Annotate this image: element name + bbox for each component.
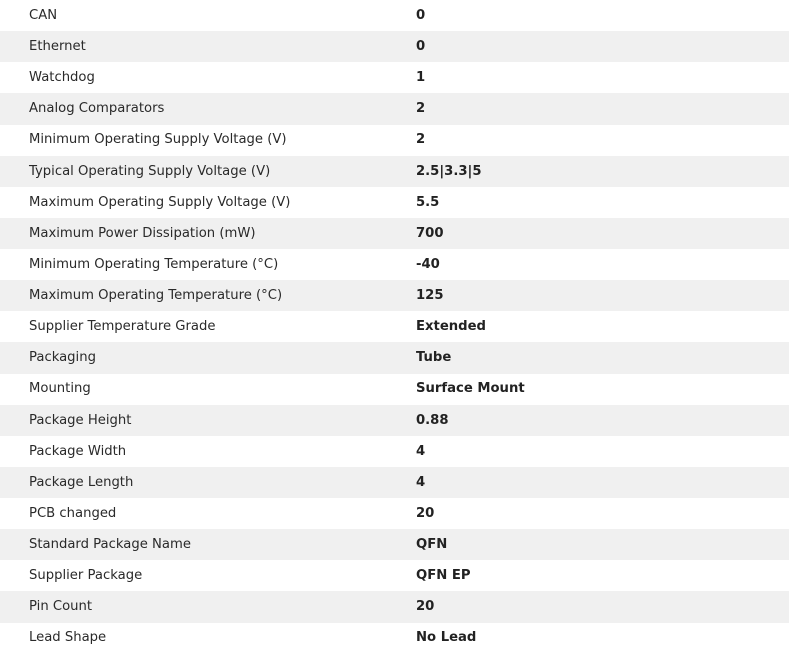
table-row	[0, 187, 789, 218]
spec-label: Lead Shape	[29, 630, 107, 646]
spec-label: Supplier Temperature Grade	[29, 319, 216, 335]
spec-label: Watchdog	[29, 70, 95, 86]
spec-label: Package Length	[0, 467, 416, 498]
spec-label: Analog Comparators	[0, 93, 416, 124]
table-row	[0, 342, 789, 373]
spec-label: Package Height	[0, 405, 416, 436]
spec-value: QFN	[416, 529, 789, 560]
table-row	[0, 436, 789, 467]
spec-value: 20	[416, 591, 789, 622]
table-row	[0, 125, 789, 156]
table-row	[0, 156, 789, 187]
spec-value: 5.5	[416, 194, 440, 210]
spec-value: 4	[416, 443, 426, 459]
spec-label: Package Width	[29, 443, 127, 459]
spec-value: 20	[416, 505, 435, 521]
table-row	[0, 467, 789, 498]
table-row	[0, 311, 789, 342]
spec-value: No Lead	[416, 630, 477, 646]
table-row	[0, 498, 789, 529]
table-row	[0, 249, 789, 280]
spec-label: Maximum Operating Supply Voltage (V)	[29, 194, 291, 210]
table-row	[0, 560, 789, 591]
spec-label: CAN	[29, 7, 58, 23]
table-row	[0, 31, 789, 62]
table-row	[0, 591, 789, 622]
table-row	[0, 280, 789, 311]
spec-value: 125	[416, 280, 789, 311]
table-row	[0, 0, 789, 31]
spec-value: QFN EP	[416, 568, 471, 584]
table-row	[0, 93, 789, 124]
spec-value: 0	[416, 7, 426, 23]
spec-label: Ethernet	[0, 31, 416, 62]
spec-label: Maximum Power Dissipation (mW)	[0, 218, 416, 249]
spec-label: Packaging	[0, 342, 416, 373]
spec-value: -40	[416, 256, 440, 272]
table-row	[0, 218, 789, 249]
spec-value: 1	[416, 70, 426, 86]
spec-label: PCB changed	[29, 505, 117, 521]
spec-value: 2	[416, 132, 426, 148]
spec-value: Extended	[416, 319, 486, 335]
spec-label: Standard Package Name	[0, 529, 416, 560]
spec-label: Minimum Operating Temperature (°C)	[29, 256, 279, 272]
spec-value: 2.5|3.3|5	[416, 156, 789, 187]
spec-label: Pin Count	[0, 591, 416, 622]
table-row	[0, 529, 789, 560]
spec-label: Mounting	[29, 381, 91, 397]
spec-value: 0.88	[416, 405, 789, 436]
spec-label: Supplier Package	[29, 568, 143, 584]
spec-value: 2	[416, 93, 789, 124]
table-row	[0, 623, 789, 654]
spec-label: Maximum Operating Temperature (°C)	[0, 280, 416, 311]
spec-label: Typical Operating Supply Voltage (V)	[0, 156, 416, 187]
table-row	[0, 62, 789, 93]
table-row	[0, 374, 789, 405]
spec-value: 4	[416, 467, 789, 498]
spec-value: 0	[416, 31, 789, 62]
spec-value: Tube	[416, 342, 789, 373]
spec-value: Surface Mount	[416, 381, 525, 397]
table-row	[0, 405, 789, 436]
spec-label: Minimum Operating Supply Voltage (V)	[29, 132, 287, 148]
spec-value: 700	[416, 218, 789, 249]
